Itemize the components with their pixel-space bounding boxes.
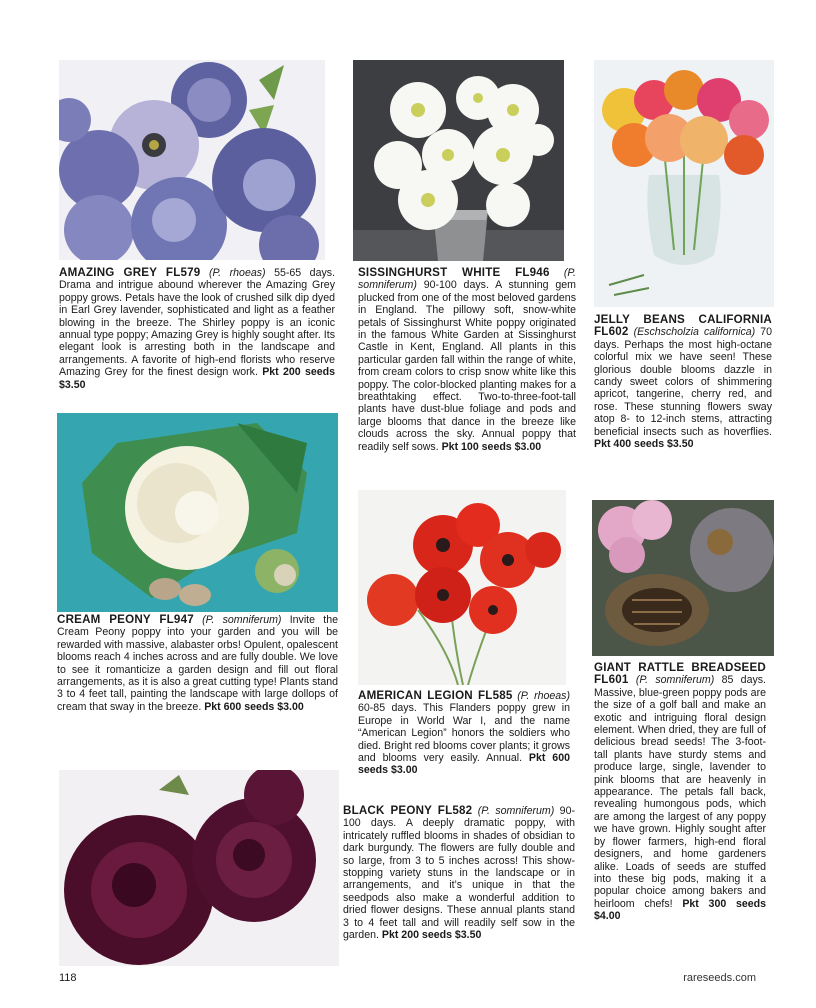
- product-scientific-name: (P. rhoeas): [208, 267, 266, 279]
- product-price: Pkt 200 seeds $3.50: [59, 366, 335, 391]
- product-price: Pkt 400 seeds $3.50: [594, 438, 694, 451]
- product-price: Pkt 600 seeds $3.00: [204, 700, 304, 713]
- jelly-beans-photo: [594, 60, 774, 307]
- product-jelly-beans: [594, 314, 772, 450]
- product-scientific-name: (P. somniferum): [635, 674, 715, 687]
- product-description: 55-65 days. Drama and intrigue abound wherever the Amazing Grey poppy grows. Petals have the look of crushed silk dip dyed in Earl Grey lavender, sophisticated and light as a feather blowing in the breeze. The Shirley poppy is an iconic annual type poppy; Amazing Grey is highly sought after. Its elegant look is arresting both in the landscape and arrangements. A favorite of high-end florists who reserve Amazing Grey for the finest design work.: [59, 267, 335, 379]
- sissinghurst-white-photo: [353, 60, 564, 261]
- amazing-grey-photo: [59, 60, 325, 260]
- product-description: 85 days. Massive, blue-green poppy pods are the size of a golf ball and make an exotic and intriguing floral design element. When dried, they are full of delicious bread seeds! The 3-foot-tall plants have sturdy stems and produce large, single, lavender to pink blooms that are heavenly in appearance. The petals fall back, revealing humongous pods, which are among the largest of any poppy we have grown. Highly sought after by flower farmers, high-end floral designers, and home gardeners alike. Loads of seeds are stuffed into these big pods, making it a popular choice among bakers and heirloom chefs!: [594, 674, 766, 910]
- product-price: Pkt 300 seeds $4.00: [594, 897, 766, 923]
- product-price: Pkt 600 seeds $3.00: [358, 752, 570, 777]
- american-legion-photo: [358, 490, 566, 685]
- black-peony-photo: [59, 770, 339, 966]
- page-number: 118: [59, 972, 77, 984]
- product-description: 90-100 days. A deeply dramatic poppy, with intricately ruffled blooms in shades of obsidian to dark burgundy. The flowers are fully double and so large, from 3 to 5 inches across! This show-stopping variety stuns in the landscape or in arrangements, and it’s unique in that the seedpods also make a wonderful addition to dried flower designs. These annual plants stand 3 to 4 feet tall and will readily self sow in the garden.: [343, 805, 575, 942]
- cream-peony-photo: [57, 413, 338, 612]
- product-american-legion: [358, 690, 570, 777]
- product-sissinghurst-white: [358, 267, 576, 453]
- product-scientific-name: (P. rhoeas): [517, 690, 570, 702]
- product-title: SISSINGHURST WHITE FL946: [358, 266, 550, 279]
- site-url[interactable]: rareseeds.com: [683, 972, 756, 984]
- product-title: AMAZING GREY FL579: [59, 266, 201, 279]
- product-description: 60-85 days. This Flanders poppy grew in Europe in World War I, and the name “American Legion” honors the soldiers who died. Bright red blooms cover plants; it grows and blooms very easily. Annual.: [358, 702, 570, 765]
- product-description: 70 days. Perhaps the most high-octane colorful mix we have seen! These glorious double blooms dazzle in candy sweet colors of shimmering apricot, tangerine, cherry red, and rose. These stunning flowers sway atop 8- to 12-inch stems, attracting beneficial insects such as hoverflies.: [594, 326, 772, 438]
- product-scientific-name: (P. somniferum): [477, 805, 555, 817]
- product-description: 90-100 days. A stunning gem plucked from one of the most beloved gardens in England. The pillowy soft, snow-white petals of Sissinghurst White poppy originated in the famous White Garden at Sissinghurst Castle in Kent, England. All plants in this particular garden fall within the range of white, from cream colors to crisp snow white like this poppy. The color-blocked planting makes for a breathtaking effect. Two-to-three-foot-tall plants have dust-blue foliage and pods and large blooms that dance in the breeze like clouds across the sky. Annual poppy that readily self sows.: [358, 279, 576, 453]
- product-title: JELLY BEANS CALIFORNIA FL602: [594, 313, 772, 339]
- product-amazing-grey: [59, 267, 335, 391]
- product-scientific-name: (P. somniferum): [358, 267, 576, 292]
- product-black-peony: [343, 805, 575, 941]
- product-scientific-name: (P. somniferum): [202, 614, 282, 626]
- giant-rattle-breadseed-photo: [592, 500, 774, 656]
- product-cream-peony: [57, 614, 338, 713]
- product-title: GIANT RATTLE BREADSEED FL601: [594, 661, 766, 687]
- product-description: Invite the Cream Peony poppy into your garden and you will be rewarded with massive, alabaster orbs! Opulent, opalescent blooms reach 4 inches across and are fully double. We love to see it romanticize a garden design and fill out floral arrangements, as it is also a great cutting type! Plants stand 3 to 4 feet tall, painting the landscape with large dollops of cream that sway in the breeze.: [57, 614, 338, 713]
- product-price: Pkt 100 seeds $3.00: [441, 440, 542, 453]
- product-title: AMERICAN LEGION FL585: [358, 689, 513, 702]
- product-giant-rattle-breadseed: [594, 662, 766, 923]
- product-title: CREAM PEONY FL947: [57, 613, 194, 626]
- product-scientific-name: (Eschscholzia californica): [633, 326, 756, 339]
- product-price: Pkt 200 seeds $3.50: [381, 929, 482, 942]
- product-title: BLACK PEONY FL582: [343, 804, 473, 817]
